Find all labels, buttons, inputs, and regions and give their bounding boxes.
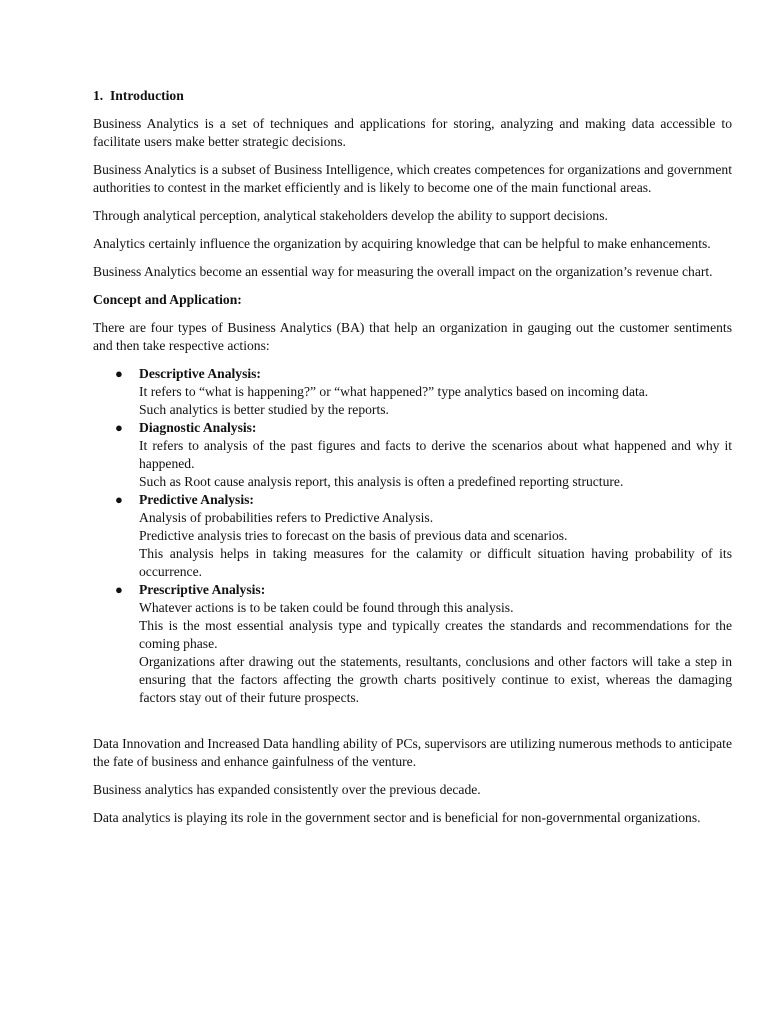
bullet-icon: ● [115, 492, 123, 507]
section-number: 1. [93, 88, 104, 103]
list-item-text: This analysis helps in taking measures for the calamity or difficult situation having probability of its occurrence. [139, 546, 732, 579]
list-item-predictive [93, 491, 732, 581]
intro-paragraph-4: Analytics certainly influence the organization by acquiring knowledge that can be helpful to make enhancements. [93, 236, 711, 251]
list-item-text: Such as Root cause analysis report, this analysis is often a predefined reporting structure. [139, 474, 624, 489]
list-item-title: Descriptive Analysis: [139, 366, 261, 381]
list-item-text: Whatever actions is to be taken could be found through this analysis. [139, 600, 514, 615]
intro-paragraph-5: Business Analytics become an essential way for measuring the overall impact on the organization’s revenue chart. [93, 264, 713, 279]
list-item-descriptive [93, 365, 732, 419]
section-title: Introduction [110, 88, 184, 103]
list-item-text: Organizations after drawing out the statements, resultants, conclusions and other factors will take a step in ensuring that the factors affecting the growth charts positively continue to exist, whereas the damaging factors stay out of their future prospects. [139, 654, 732, 705]
closing-paragraph-2: Business analytics has expanded consistently over the previous decade. [93, 782, 481, 797]
concept-lead-paragraph: There are four types of Business Analytics (BA) that help an organization in gauging out the customer sentiments and then take respective actions: [93, 320, 732, 353]
list-item-text: Predictive analysis tries to forecast on the basis of previous data and scenarios. [139, 528, 568, 543]
bullet-icon: ● [115, 420, 123, 435]
document-page [93, 87, 732, 837]
closing-paragraph-1: Data Innovation and Increased Data handling ability of PCs, supervisors are utilizing numerous methods to anticipate the fate of business and enhance gainfulness of the venture. [93, 736, 732, 769]
concept-heading: Concept and Application: [93, 292, 242, 307]
bullet-icon: ● [115, 366, 123, 381]
list-item-title: Predictive Analysis: [139, 492, 254, 507]
list-item-text: Such analytics is better studied by the reports. [139, 402, 389, 417]
intro-paragraph-2: Business Analytics is a subset of Business Intelligence, which creates competences for organizations and government authorities to contest in the market efficiently and is likely to become one of the main functional areas. [93, 162, 732, 195]
bullet-icon: ● [115, 582, 123, 597]
list-item-diagnostic [93, 419, 732, 491]
list-item-title: Diagnostic Analysis: [139, 420, 257, 435]
closing-paragraph-3: Data analytics is playing its role in the government sector and is beneficial for non-governmental organizations. [93, 810, 701, 825]
list-item-prescriptive [93, 581, 732, 707]
list-item-text: This is the most essential analysis type and typically creates the standards and recommendations for the coming phase. [139, 618, 732, 651]
intro-paragraph-1: Business Analytics is a set of techniques and applications for storing, analyzing and making data accessible to facilitate users make better strategic decisions. [93, 116, 732, 149]
intro-paragraph-3: Through analytical perception, analytical stakeholders develop the ability to support decisions. [93, 208, 608, 223]
section-spacer [93, 707, 732, 735]
list-item-text: Analysis of probabilities refers to Predictive Analysis. [139, 510, 434, 525]
section-heading-introduction [93, 87, 732, 105]
list-item-text: It refers to analysis of the past figures and facts to derive the scenarios about what happened and why it happened. [139, 438, 732, 471]
list-item-title: Prescriptive Analysis: [139, 582, 266, 597]
analysis-types-list [93, 365, 732, 707]
list-item-text: It refers to “what is happening?” or “what happened?” type analytics based on incoming data. [139, 384, 649, 399]
